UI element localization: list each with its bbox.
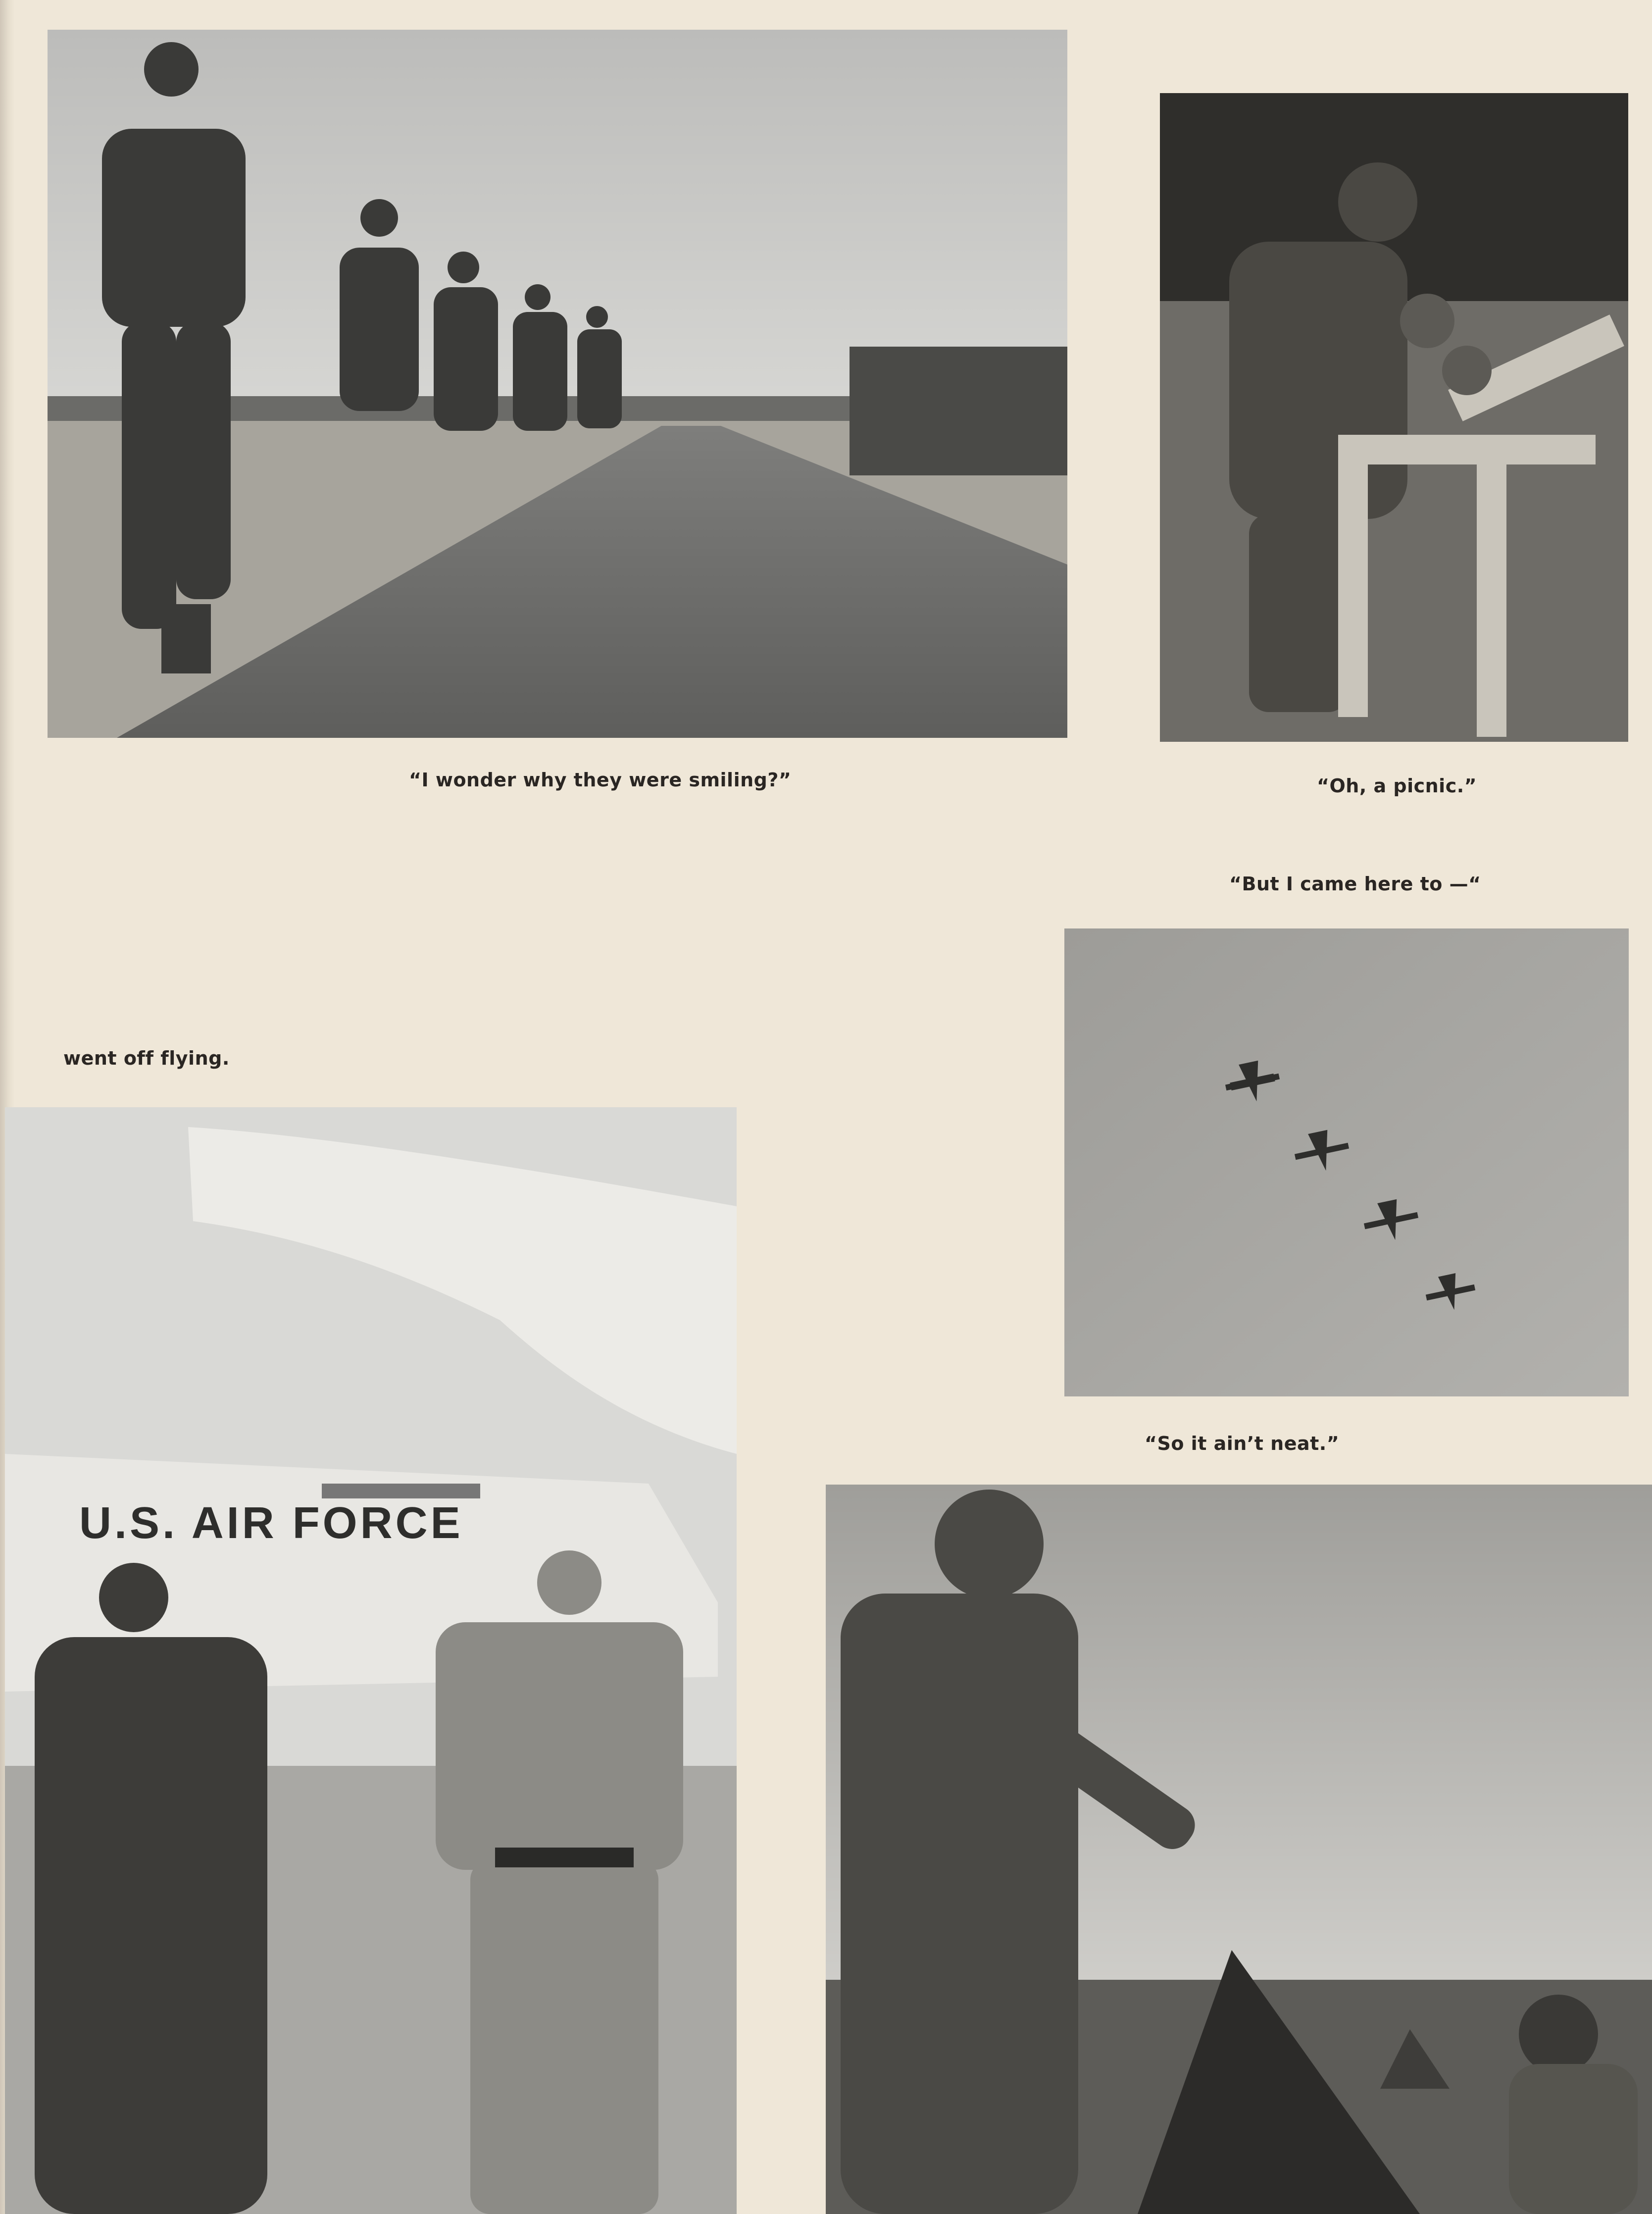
flying-caption: went off flying.	[63, 1047, 230, 1069]
march-caption: “I wonder why they were smiling?”	[409, 769, 792, 791]
jets-in-formation-photo	[1064, 928, 1629, 1396]
came-here-caption: “But I came here to —“	[1229, 873, 1481, 895]
soldiers-marching-photo	[48, 30, 1067, 738]
plane-marking-text: U.S. AIR FORCE	[79, 1498, 463, 1548]
soldier-pitching-tent-photo	[826, 1485, 1652, 2214]
airmen-by-plane-photo	[5, 1107, 737, 2214]
soldiers-picnic-photo	[1160, 93, 1628, 742]
picnic-caption: “Oh, a picnic.”	[1317, 775, 1477, 797]
neat-caption: “So it ain’t neat.”	[1145, 1433, 1340, 1454]
